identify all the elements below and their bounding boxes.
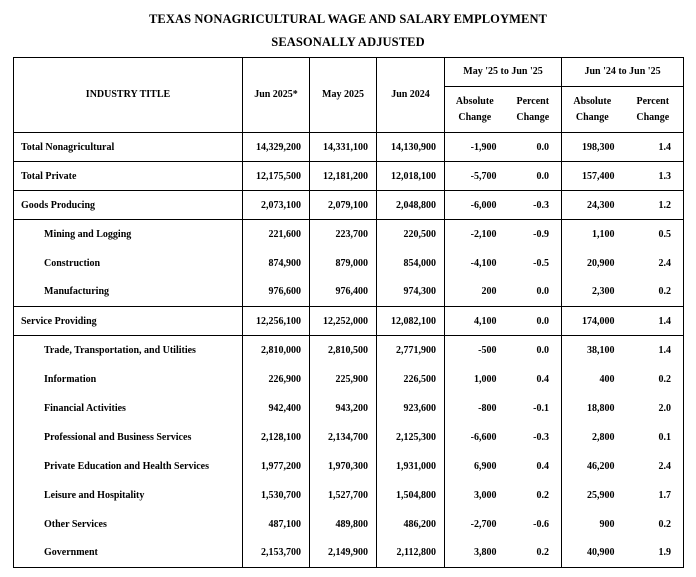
month-percent-change: -0.1: [505, 394, 562, 423]
may-2025-value: 879,000: [310, 249, 377, 278]
year-absolute-change: 18,800: [587, 402, 615, 414]
jun-2025-value: 2,128,100: [243, 423, 310, 452]
year-percent-change: 1.4: [623, 307, 684, 336]
header-group-month: May '25 to Jun '25: [445, 58, 562, 87]
header-jun-2025: Jun 2025*: [243, 58, 310, 133]
year-absolute-change: 2,300: [562, 278, 623, 307]
month-absolute-change: -800: [478, 402, 497, 414]
month-absolute-change: -5,700: [445, 162, 505, 191]
header-month-percent-change: Percent Change: [505, 87, 562, 133]
jun-2025-value: 2,073,100: [243, 191, 310, 220]
month-percent-change: 0.4: [505, 365, 562, 394]
jun-2025-value: 976,600: [243, 278, 310, 307]
header-month-absolute-change: Absolute Change: [445, 87, 505, 133]
year-absolute-change: 40,900: [562, 539, 623, 568]
jun-2024-value: 12,018,100: [377, 162, 445, 191]
month-percent-change: -0.3: [505, 423, 562, 452]
year-absolute-change: 198,300: [562, 133, 623, 162]
industry-name: Government: [14, 539, 243, 568]
jun-2024-value: 486,200: [377, 510, 445, 539]
jun-2025-value: 2,810,000: [243, 336, 310, 365]
industry-name: Service Providing: [14, 307, 243, 336]
industry-name: Trade, Transportation, and Utilities: [14, 336, 243, 365]
jun-2024-value: 12,082,100: [377, 307, 445, 336]
month-percent-change: 0.0: [505, 307, 562, 336]
industry-name: Private Education and Health Services: [14, 452, 243, 481]
month-percent-change: 0.2: [505, 481, 562, 510]
table-row: [14, 452, 684, 481]
year-absolute-change: 157,400: [562, 162, 623, 191]
month-absolute-change: 6,900: [474, 460, 497, 472]
month-percent-change: 0.0: [505, 133, 562, 162]
month-percent-change: -0.6: [505, 510, 562, 539]
table-row: [14, 278, 684, 307]
month-percent-change: 0.0: [505, 336, 562, 365]
table-row: [14, 481, 684, 510]
may-2025-value: 1,970,300: [310, 452, 377, 481]
month-absolute-change: -4,100: [470, 257, 497, 269]
may-2025-value: 12,252,000: [310, 307, 377, 336]
header-may-2025: May 2025: [310, 58, 377, 133]
month-percent-change: 0.0: [505, 278, 562, 307]
year-absolute-change: 900: [599, 518, 615, 530]
month-absolute-change: 3,000: [474, 489, 497, 501]
month-absolute-change: -2,700: [470, 518, 497, 530]
jun-2024-value: 1,504,800: [377, 481, 445, 510]
header-jun-2024: Jun 2024: [377, 58, 445, 133]
table-row: [14, 539, 684, 568]
table-row: [14, 133, 684, 162]
month-percent-change: 0.2: [505, 539, 562, 568]
industry-name: Goods Producing: [14, 191, 243, 220]
year-absolute-change: 174,000: [562, 307, 623, 336]
industry-name: Construction: [14, 249, 243, 278]
jun-2024-value: 14,130,900: [377, 133, 445, 162]
jun-2025-value: 2,153,700: [243, 539, 310, 568]
may-2025-value: 223,700: [310, 220, 377, 249]
year-percent-change: 0.2: [623, 365, 684, 394]
table-row: [14, 365, 684, 394]
month-absolute-change: -6,600: [470, 431, 497, 443]
month-absolute-change: -2,100: [470, 228, 497, 240]
may-2025-value: 2,134,700: [310, 423, 377, 452]
jun-2024-value: 854,000: [377, 249, 445, 278]
industry-name: Mining and Logging: [14, 220, 243, 249]
jun-2024-value: 226,500: [377, 365, 445, 394]
year-percent-change: 1.4: [623, 336, 684, 365]
month-absolute-change: -500: [478, 344, 497, 356]
month-absolute-change: 3,800: [445, 539, 505, 568]
industry-name: Total Nonagricultural: [14, 133, 243, 162]
jun-2025-value: 12,256,100: [243, 307, 310, 336]
jun-2025-value: 12,175,500: [243, 162, 310, 191]
year-percent-change: 1.7: [623, 481, 684, 510]
year-absolute-change: 400: [599, 373, 615, 385]
year-absolute-change: 38,100: [587, 344, 615, 356]
may-2025-value: 14,331,100: [310, 133, 377, 162]
may-2025-value: 2,810,500: [310, 336, 377, 365]
jun-2024-value: 2,048,800: [377, 191, 445, 220]
table-row: [14, 249, 684, 278]
table-row: [14, 191, 684, 220]
may-2025-value: 489,800: [310, 510, 377, 539]
year-absolute-change: 25,900: [587, 489, 615, 501]
jun-2025-value: 14,329,200: [243, 133, 310, 162]
table-row: [14, 423, 684, 452]
may-2025-value: 943,200: [310, 394, 377, 423]
year-absolute-change: 24,300: [562, 191, 623, 220]
year-percent-change: 1.2: [623, 191, 684, 220]
may-2025-value: 2,149,900: [310, 539, 377, 568]
month-absolute-change: -6,000: [445, 191, 505, 220]
jun-2025-value: 487,100: [243, 510, 310, 539]
year-absolute-change: 1,100: [592, 228, 615, 240]
table-row: [14, 510, 684, 539]
may-2025-value: 225,900: [310, 365, 377, 394]
industry-name: Other Services: [14, 510, 243, 539]
year-percent-change: 0.1: [623, 423, 684, 452]
may-2025-value: 1,527,700: [310, 481, 377, 510]
jun-2024-value: 923,600: [377, 394, 445, 423]
may-2025-value: 976,400: [310, 278, 377, 307]
year-percent-change: 0.2: [623, 278, 684, 307]
jun-2024-value: 2,771,900: [377, 336, 445, 365]
table-row: [14, 220, 684, 249]
year-absolute-change: 20,900: [587, 257, 615, 269]
table-row: [14, 307, 684, 336]
jun-2024-value: 974,300: [377, 278, 445, 307]
industry-name: Professional and Business Services: [14, 423, 243, 452]
table-row: [14, 394, 684, 423]
table-row: [14, 336, 684, 365]
jun-2025-value: 221,600: [243, 220, 310, 249]
industry-name: Leisure and Hospitality: [14, 481, 243, 510]
year-percent-change: 0.5: [623, 220, 684, 249]
document-title: TEXAS NONAGRICULTURAL WAGE AND SALARY EMPLOYMENT: [148, 12, 548, 26]
industry-name: Manufacturing: [14, 278, 243, 307]
year-absolute-change: 46,200: [587, 460, 615, 472]
month-percent-change: 0.4: [505, 452, 562, 481]
jun-2024-value: 1,931,000: [377, 452, 445, 481]
year-percent-change: 2.0: [623, 394, 684, 423]
header-group-year: Jun '24 to Jun '25: [562, 58, 684, 87]
month-absolute-change: 1,000: [474, 373, 497, 385]
jun-2025-value: 942,400: [243, 394, 310, 423]
document-subtitle: SEASONALLY ADJUSTED: [271, 35, 425, 49]
header-industry-title: INDUSTRY TITLE: [14, 58, 243, 133]
may-2025-value: 12,181,200: [310, 162, 377, 191]
year-percent-change: 2.4: [623, 452, 684, 481]
header-year-percent-change: Percent Change: [623, 87, 684, 133]
may-2025-value: 2,079,100: [310, 191, 377, 220]
jun-2024-value: 2,112,800: [377, 539, 445, 568]
table-row: [14, 162, 684, 191]
month-percent-change: -0.9: [505, 220, 562, 249]
jun-2025-value: 1,977,200: [243, 452, 310, 481]
industry-name: Total Private: [14, 162, 243, 191]
year-percent-change: 0.2: [623, 510, 684, 539]
employment-table: [13, 57, 684, 568]
year-percent-change: 1.4: [623, 133, 684, 162]
month-absolute-change: 200: [445, 278, 505, 307]
header-year-absolute-change: Absolute Change: [562, 87, 623, 133]
month-percent-change: 0.0: [505, 162, 562, 191]
month-absolute-change: -1,900: [445, 133, 505, 162]
industry-name: Information: [14, 365, 243, 394]
jun-2025-value: 1,530,700: [243, 481, 310, 510]
jun-2024-value: 220,500: [377, 220, 445, 249]
industry-name: Financial Activities: [14, 394, 243, 423]
year-absolute-change: 2,800: [592, 431, 615, 443]
jun-2025-value: 874,900: [243, 249, 310, 278]
header-row-top: [14, 58, 684, 87]
month-absolute-change: 4,100: [445, 307, 505, 336]
year-percent-change: 2.4: [623, 249, 684, 278]
jun-2025-value: 226,900: [243, 365, 310, 394]
month-percent-change: -0.5: [505, 249, 562, 278]
year-percent-change: 1.9: [623, 539, 684, 568]
month-percent-change: -0.3: [505, 191, 562, 220]
year-percent-change: 1.3: [623, 162, 684, 191]
jun-2024-value: 2,125,300: [377, 423, 445, 452]
